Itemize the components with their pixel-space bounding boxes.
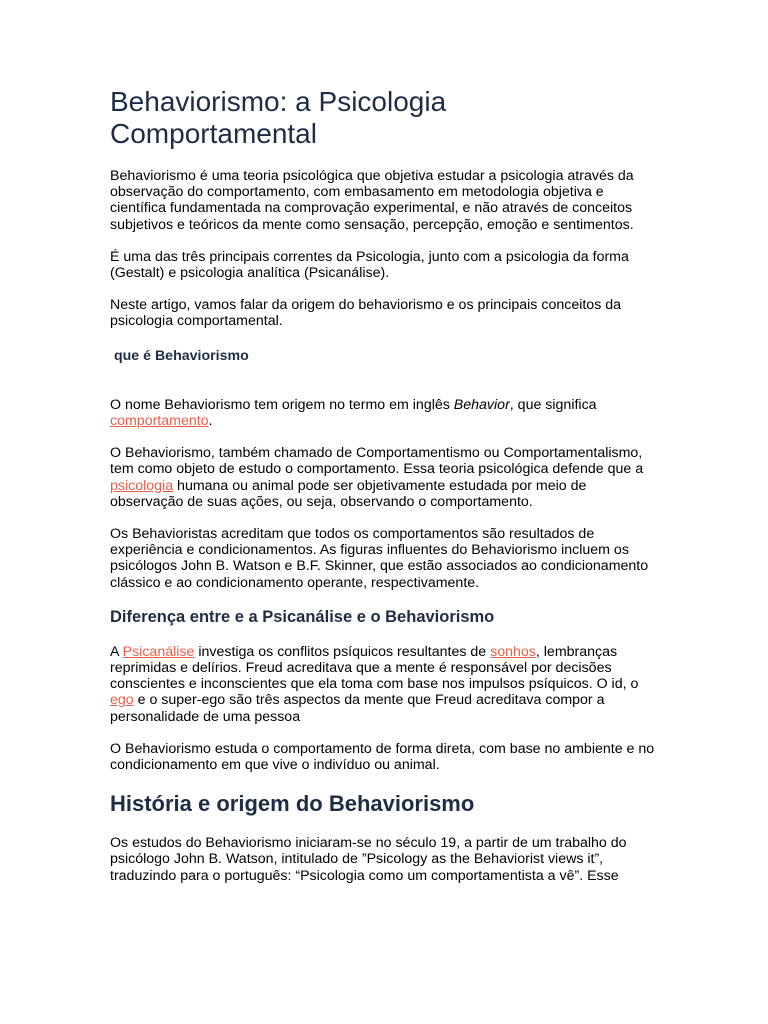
s1-p1-text-b: , que significa (509, 396, 597, 413)
s2-p1-text-a: A (110, 643, 123, 660)
intro-paragraph-1: Behaviorismo é uma teoria psicológica que objetiva estudar a psicologia através da observação do comportamento, com embasamento em metodologia objetiva e científica fundamentada na comprovação experimental, e não através de conceitos subjetivos e teóricos da mente como sensação, percepção, emoção e sentimentos. (110, 168, 634, 233)
link-psicanalise[interactable]: Psicanálise (122, 643, 195, 660)
s1-p2-text-a: O Behaviorismo, também chamado de Comportamentismo ou Comportamentalismo, tem como objeto de estudo o comportamento. Essa teoria psicológica defende que a (110, 445, 644, 478)
link-ego[interactable]: ego (110, 692, 134, 709)
document-page (110, 86, 662, 884)
s2-p1-text-c: , lembranças reprimidas e delírios. Freud acreditava que a mente é responsável por decisões conscientes e inconscientes que ela toma com base nos impulsos psíquicos. O id, o (110, 643, 639, 693)
intro-paragraph-3: Neste artigo, vamos falar da origem do behaviorismo e os principais conceitos da psicologia comportamental. (110, 297, 622, 330)
intro-paragraph-2: É uma das três principais correntes da Psicologia, junto com a psicologia da forma (Gestalt) e psicologia analítica (Psicanálise). (110, 248, 629, 282)
section1-paragraph-1 (110, 397, 662, 429)
link-sonhos[interactable]: sonhos (490, 643, 536, 660)
page-title-line2: Comportamental (110, 118, 317, 149)
s2-p1-text-b: investiga os conflitos psíquicos resultantes de (194, 643, 491, 660)
section2-paragraph-1 (110, 644, 662, 725)
section1-paragraph-3: Os Behavioristas acreditam que todos os comportamentos são resultados de experiência e condicionamentos. As figuras influentes do Behaviorismo incluem os psicólogos John B. Watson e B.F. Skinner, que estão associados ao condicionamento clássico e ao condicionamento operante, respectivamente. (110, 526, 649, 591)
s1-p2-text-b: humana ou animal pode ser objetivamente estudada por meio de observação de suas ações, ou seja, observando o comportamento. (110, 477, 587, 510)
s1-p1-emphasis: Behavior (453, 396, 510, 413)
section-heading-difference: Diferença entre e a Psicanálise e o Behaviorismo (110, 607, 495, 626)
s1-p1-text-c: . (208, 413, 213, 430)
section1-paragraph-2 (110, 445, 662, 510)
s2-p1-text-d: e o super-ego são três aspectos da mente que Freud acreditava compor a personalidade de uma pessoa (110, 692, 605, 725)
section-heading-history: História e origem do Behaviorismo (110, 791, 475, 817)
page-title-line1: Behaviorismo: a Psicologia (110, 86, 447, 117)
link-comportamento[interactable]: comportamento (110, 413, 209, 430)
section2-paragraph-2: O Behaviorismo estuda o comportamento de forma direta, com base no ambiente e no condicionamento em que vive o indivíduo ou animal. (110, 740, 655, 774)
section3-paragraph-1: Os estudos do Behaviorismo iniciaram-se no século 19, a partir de um trabalho do psicólogo John B. Watson, intitulado de ”Psicology as the Behaviorist views it”, traduzindo para o português: “Psicologia como um comportamentista a vê”. Esse (110, 835, 627, 884)
section-heading-what-is: que é Behaviorismo (110, 347, 249, 364)
s1-p1-text-a: O nome Behaviorismo tem origem no termo em inglês (110, 396, 454, 413)
page-title (110, 86, 662, 150)
link-psicologia[interactable]: psicologia (110, 477, 174, 494)
